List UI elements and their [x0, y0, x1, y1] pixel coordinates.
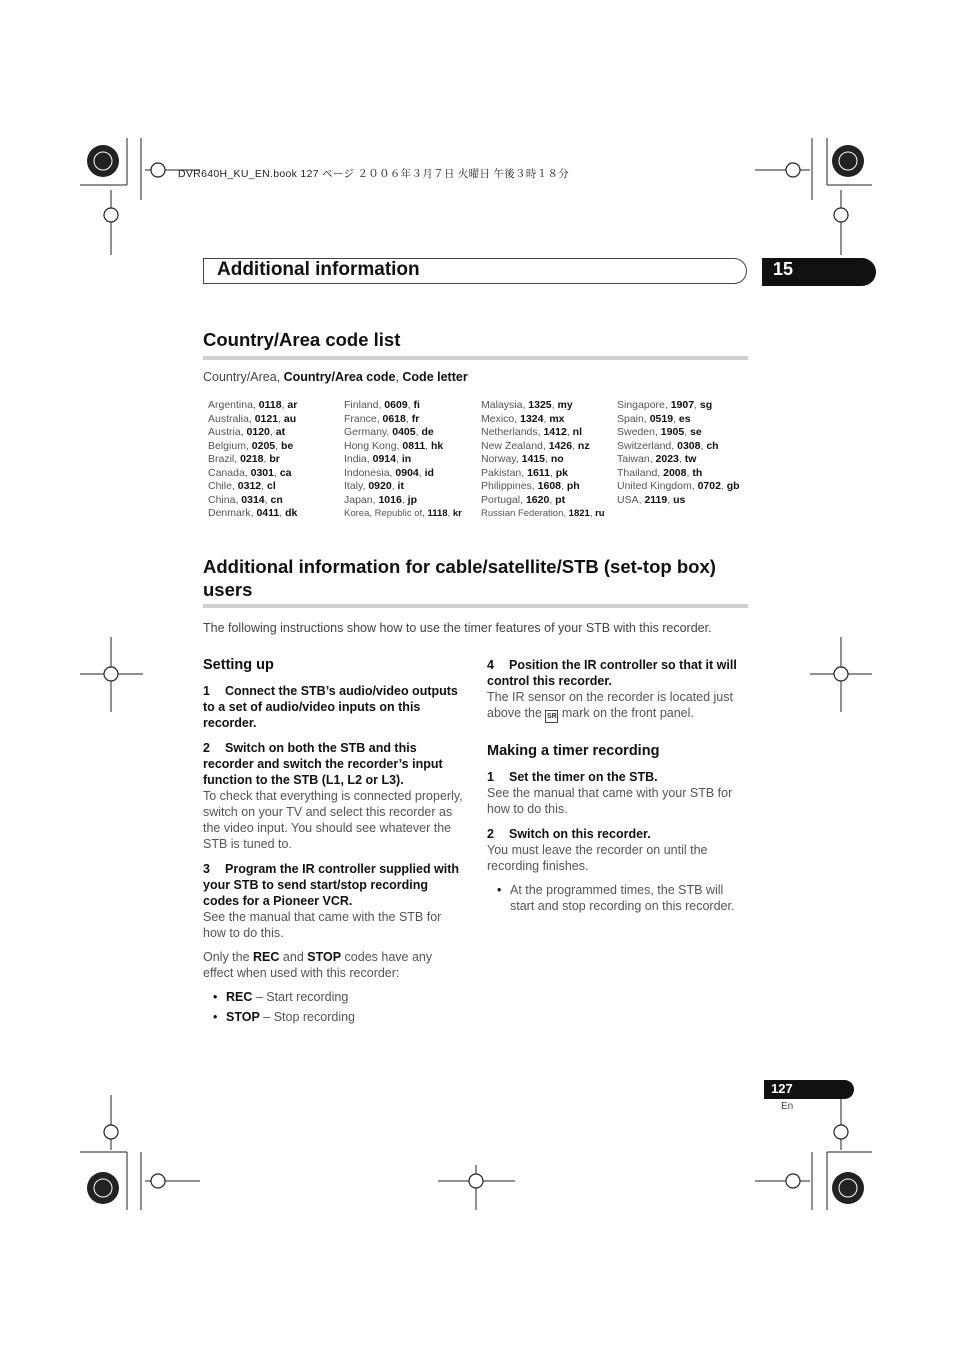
file-header: DVR640H_KU_EN.book 127 ページ ２００６年３月７日 火曜日 午後３時１８分	[178, 168, 570, 180]
stb-heading-line1: Additional information for cable/satellite/STB (set-top box)	[203, 556, 716, 577]
country-entry: China, 0314, cn	[208, 493, 283, 506]
country-name: Portugal	[481, 493, 521, 506]
country-code: 2119	[644, 493, 668, 506]
country-letter: mx	[549, 412, 565, 425]
country-name: Hong Kong	[344, 439, 397, 452]
country-code: 1325	[528, 399, 552, 411]
country-entry: Hong Kong, 0811, hk	[344, 439, 444, 452]
country-name: Canada	[208, 466, 245, 479]
country-code: 0519	[649, 412, 674, 425]
country-code: 1324	[520, 412, 544, 425]
stop-key: STOP	[307, 950, 342, 964]
country-letter: nz	[577, 439, 590, 452]
country-code: 0904	[395, 466, 419, 479]
country-code: 0609	[384, 399, 408, 411]
country-letter: cn	[270, 493, 283, 506]
country-code: 0312	[237, 480, 262, 492]
country-name: India	[344, 453, 367, 465]
country-entry: Pakistan, 1611, pk	[481, 466, 569, 479]
list-item	[213, 989, 465, 1005]
legend-code: Country/Area code	[283, 370, 396, 384]
country-name: Sweden	[617, 426, 655, 438]
step-number: 2	[203, 741, 210, 755]
country-code: 0914	[372, 453, 396, 465]
country-entry: USA, 2119, us	[617, 493, 686, 506]
stb-section-heading	[203, 555, 748, 608]
country-name: United Kingdom	[617, 480, 692, 492]
country-entry: Malaysia, 1325, my	[481, 399, 573, 411]
stb-heading-rule	[203, 604, 748, 608]
note-text: Only the	[203, 950, 254, 964]
code-column	[617, 399, 740, 507]
country-code: 1608	[537, 480, 561, 492]
country-code: 1415	[521, 453, 546, 465]
country-code: 0301	[250, 466, 274, 479]
left-column	[203, 657, 465, 1029]
country-name: Australia	[208, 412, 249, 425]
step-number: 4	[487, 658, 494, 672]
setup-step-4	[487, 657, 749, 689]
country-entry: Portugal, 1620, pt	[481, 493, 566, 506]
country-name: Pakistan	[481, 466, 522, 479]
country-entry: United Kingdom, 0702, gb	[617, 480, 740, 492]
country-letter: sg	[699, 399, 713, 411]
list-item-text: – Start recording	[252, 990, 349, 1004]
country-name: Italy	[344, 480, 363, 492]
country-name: Singapore	[617, 399, 665, 411]
legend-sep: ,	[395, 370, 403, 384]
country-letter: be	[280, 439, 294, 452]
country-code: 0618	[382, 412, 406, 425]
country-code: 0308	[677, 439, 701, 452]
country-code: 0314	[241, 493, 265, 506]
country-code: 1620	[525, 493, 550, 506]
country-code: 1611	[527, 466, 550, 479]
country-letter: no	[550, 453, 564, 465]
stb-heading	[203, 555, 748, 601]
country-code: 0405	[392, 426, 416, 438]
country-letter: ca	[279, 466, 292, 479]
country-name: New Zealand	[481, 439, 543, 452]
country-letter: kr	[452, 508, 462, 519]
country-entry: Italy, 0920, it	[344, 480, 404, 492]
country-letter: in	[401, 453, 412, 465]
country-entry: Argentina, 0118, ar	[208, 399, 298, 411]
step-number: 1	[487, 770, 494, 784]
country-code: 0121	[254, 412, 279, 425]
country-name: Switzerland	[617, 439, 672, 452]
country-name: Finland	[344, 399, 379, 411]
stb-intro: The following instructions show how to use the timer features of your STB with this recorder.	[203, 621, 712, 635]
rec-key: REC	[226, 990, 253, 1004]
codes-list	[203, 989, 465, 1025]
stop-key: STOP	[226, 1010, 260, 1024]
country-letter: de	[421, 426, 434, 438]
country-entry: Germany, 0405, de	[344, 426, 434, 438]
country-name: Indonesia	[344, 466, 390, 479]
country-entry: Thailand, 2008, th	[617, 466, 703, 479]
step-text: Switch on both the STB and this recorder and switch the recorder’s input function to the STB (L1, L2 or L3).	[203, 741, 443, 787]
country-name: Malaysia	[481, 399, 523, 411]
country-letter: nl	[572, 426, 583, 438]
country-letter: th	[692, 466, 703, 479]
page-number: 127	[771, 1081, 793, 1096]
country-letter: se	[690, 426, 702, 438]
country-entry: Philippines, 1608, ph	[481, 480, 580, 492]
body-text: mark on the front panel.	[558, 706, 694, 720]
country-name: Norway	[481, 453, 516, 465]
country-code: 1016	[378, 493, 402, 506]
country-letter: pk	[555, 466, 569, 479]
country-name: Netherlands	[481, 426, 538, 438]
legend-letter: Code letter	[402, 370, 468, 384]
country-entry: France, 0618, fr	[344, 412, 420, 425]
country-name: Argentina	[208, 399, 253, 411]
chapter-number: 15	[773, 259, 794, 279]
country-list-heading: Country/Area code list	[203, 329, 401, 350]
country-name: Philippines	[481, 480, 532, 492]
country-code: 2023	[655, 453, 679, 465]
country-letter: dk	[285, 507, 298, 519]
timer-list	[487, 882, 749, 914]
note-text: and	[279, 950, 308, 964]
country-code: 1905	[660, 426, 685, 438]
country-letter: id	[424, 466, 434, 479]
country-code: 0811	[402, 439, 426, 452]
country-letter: fr	[411, 412, 420, 425]
country-entry: Chile, 0312, cl	[208, 480, 276, 492]
country-letter: hk	[431, 439, 444, 452]
setup-step-1	[203, 683, 465, 731]
country-letter: ar	[287, 399, 298, 411]
country-entry: Sweden, 1905, se	[617, 426, 702, 438]
country-code: 0205	[251, 439, 276, 452]
country-code: 1907	[670, 399, 695, 411]
country-code: 0411	[256, 507, 280, 519]
country-entry: Korea, Republic of, 1118, kr	[344, 508, 462, 519]
rec-key: REC	[253, 950, 280, 964]
country-name: Belgium	[208, 439, 246, 452]
country-code: 1118	[427, 508, 448, 519]
step-text: Position the IR controller so that it will control this recorder.	[487, 658, 737, 688]
country-name: Chile	[208, 480, 232, 492]
timer-step-2-body: You must leave the recorder on until the recording finishes.	[487, 843, 708, 873]
country-name: Spain	[617, 412, 644, 425]
country-code: 0702	[697, 480, 721, 492]
country-letter: us	[673, 493, 686, 506]
step-number: 3	[203, 862, 210, 876]
country-entry: Japan, 1016, jp	[344, 493, 417, 506]
country-entry: Singapore, 1907, sg	[617, 399, 713, 411]
country-letter: cl	[266, 480, 276, 492]
country-name: France	[344, 412, 377, 425]
setup-step-3-body: See the manual that came with the STB for how to do this.	[203, 910, 442, 940]
country-letter: au	[283, 412, 297, 425]
country-entry: Canada, 0301, ca	[208, 466, 292, 479]
country-name: Japan	[344, 493, 373, 506]
country-name: China	[208, 493, 236, 506]
country-list-section	[203, 329, 748, 360]
country-letter: pt	[555, 493, 566, 506]
country-code: 0118	[258, 399, 282, 411]
country-entry: Norway, 1415, no	[481, 453, 564, 465]
country-entry: Mexico, 1324, mx	[481, 412, 565, 425]
country-name: USA	[617, 493, 639, 506]
country-letter: at	[275, 426, 286, 438]
legend-country: Country/Area,	[203, 370, 284, 384]
country-code: 2008	[663, 466, 687, 479]
country-letter: gb	[726, 480, 740, 492]
country-name: Korea, Republic of	[344, 508, 423, 519]
step-text: Connect the STB’s audio/video outputs to a set of audio/video inputs on this recorder.	[203, 684, 458, 730]
country-entry: New Zealand, 1426, nz	[481, 439, 590, 452]
country-name: Germany	[344, 426, 387, 438]
country-name: Russian Federation	[481, 508, 564, 519]
country-letter: my	[557, 399, 573, 411]
timer-heading: Making a timer recording	[487, 743, 660, 759]
country-entry: Spain, 0519, es	[617, 412, 691, 425]
setting-up-heading: Setting up	[203, 657, 274, 673]
country-entry: Belgium, 0205, be	[208, 439, 294, 452]
note-text: codes have any effect when used with this recorder:	[203, 950, 433, 980]
code-column	[208, 399, 297, 521]
country-name: Taiwan	[617, 453, 650, 465]
timer-step-2	[487, 826, 749, 842]
country-entry: India, 0914, in	[344, 453, 412, 465]
section-title: Additional information	[217, 259, 420, 280]
setup-step-3	[203, 861, 465, 909]
country-letter: ch	[706, 439, 719, 452]
timer-step-1	[487, 769, 749, 785]
country-letter: fi	[413, 399, 420, 411]
step-number: 2	[487, 827, 494, 841]
sr-mark-icon: SR	[545, 710, 558, 723]
country-name: Thailand	[617, 466, 658, 479]
country-code: 0120	[246, 426, 270, 438]
setup-step-2-body: To check that everything is connected properly, switch on your TV and select this recorder as the video input. You should see whatever the STB is tuned to.	[203, 789, 463, 851]
country-letter: jp	[407, 493, 417, 506]
country-letter: it	[397, 480, 404, 492]
country-entry: Brazil, 0218, br	[208, 453, 280, 465]
right-column	[487, 657, 749, 918]
step-text: Program the IR controller supplied with your STB to send start/stop recording codes for a Pioneer VCR.	[203, 862, 460, 908]
list-item-text: – Stop recording	[259, 1010, 356, 1024]
codes-note	[203, 949, 465, 981]
country-code: 1821	[568, 508, 590, 519]
country-code: 1412	[543, 426, 567, 438]
country-name: Brazil	[208, 453, 235, 465]
country-entry: Austria, 0120, at	[208, 426, 286, 438]
page-language: En	[781, 1101, 794, 1112]
step-text: Switch on this recorder.	[509, 827, 651, 841]
country-entry: Finland, 0609, fi	[344, 399, 420, 411]
list-item	[213, 1009, 465, 1025]
list-item: • At the programmed times, the STB will start and stop recording on this recorder.	[497, 882, 749, 914]
step-number: 1	[203, 684, 210, 698]
step-text: Set the timer on the STB.	[509, 770, 658, 784]
country-code: 1426	[548, 439, 573, 452]
country-entry: Netherlands, 1412, nl	[481, 426, 583, 438]
setup-step-4-body	[487, 689, 749, 723]
stb-heading-line2: users	[203, 579, 253, 600]
code-column	[481, 399, 605, 521]
country-code: 0920	[368, 480, 392, 492]
country-code: 0218	[240, 453, 264, 465]
country-name: Austria	[208, 426, 241, 438]
country-letter: es	[678, 412, 691, 425]
code-column	[344, 399, 462, 521]
body-text: The IR sensor on the recorder is located just above the	[487, 690, 733, 720]
setup-step-2	[203, 740, 465, 788]
country-entry: Switzerland, 0308, ch	[617, 439, 719, 452]
country-entry: Denmark, 0411, dk	[208, 507, 298, 519]
heading-rule	[203, 356, 748, 360]
country-entry: Australia, 0121, au	[208, 412, 297, 425]
timer-step-1-body: See the manual that came with your STB for how to do this.	[487, 786, 733, 816]
code-legend	[203, 370, 468, 384]
country-letter: ph	[566, 480, 580, 492]
country-name: Mexico	[481, 412, 515, 425]
country-entry: Russian Federation, 1821, ru	[481, 508, 605, 519]
country-entry: Indonesia, 0904, id	[344, 466, 434, 479]
country-letter: tw	[684, 453, 697, 465]
country-name: Denmark	[208, 507, 251, 519]
country-letter: br	[269, 453, 280, 465]
country-entry: Taiwan, 2023, tw	[617, 453, 697, 465]
country-letter: ru	[595, 508, 605, 519]
